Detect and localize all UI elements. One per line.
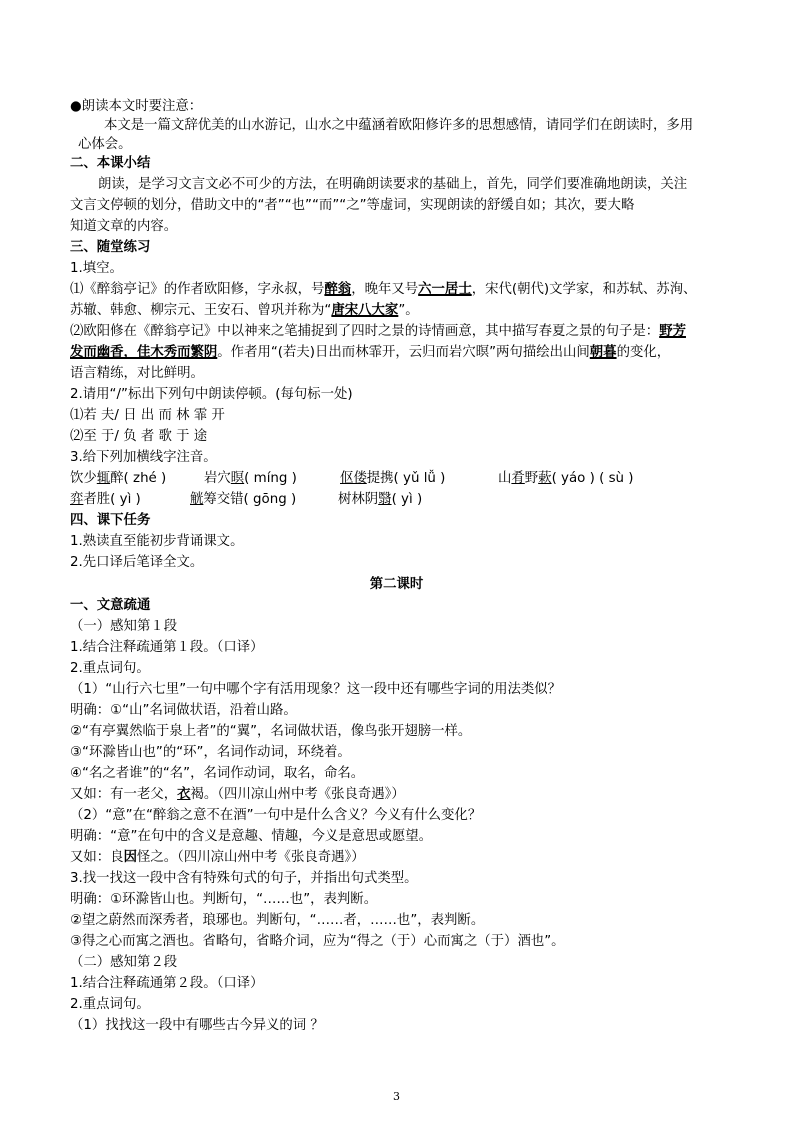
practice-q1-2 bbox=[70, 321, 730, 342]
summary-line-1: 朗读，是学习文言文必不可少的方法，在明确朗读要求的基础上，首先，同学们要准确地朗读，关注 bbox=[98, 177, 688, 192]
text: 野 bbox=[524, 471, 539, 486]
practice-q2-2: ⑵至 于/ 负 者 歌 于 途 bbox=[70, 429, 208, 444]
section-2-question: （1）找找这一段中有哪些古今异义的词 ？ bbox=[70, 1018, 324, 1033]
text: 树林阴 bbox=[338, 492, 379, 507]
text: 又如：有一老父， bbox=[70, 787, 178, 802]
question-b: （2）“意”在“醉翁之意不在酒”一句中是什么含义？今义有什么变化？ bbox=[70, 808, 482, 823]
answer-fanyin: 发而幽香，佳木秀而繁阴 bbox=[70, 345, 218, 360]
text: 者胜( yì ) bbox=[83, 492, 141, 507]
answer-zhaomu: 朝暮 bbox=[589, 345, 617, 360]
practice-q1-2c: 语言精练，对比鲜明。 bbox=[70, 366, 204, 381]
homework-task-1: 1.熟读直至能初步背诵课文。 bbox=[70, 534, 244, 549]
section-2: （二）感知第２段 bbox=[70, 955, 178, 970]
answer-zuiweng: 醉翁 bbox=[324, 282, 352, 297]
practice-q3: 3.给下列加横线字注音。 bbox=[70, 450, 217, 465]
answer-a1: 明确：①“山”名词做状语，沿着山路。 bbox=[70, 703, 297, 718]
answer-badajia: 唐宋八大家 bbox=[331, 303, 399, 318]
text: 山 bbox=[498, 471, 512, 486]
reading-note-line-1: 本文是一篇文辞优美的山水游记，山水之中蕴涵着欧阳修许多的思想感情，请同学们在朗读时，多用 bbox=[104, 118, 694, 133]
question-a: （1）“山行六七里”一句中哪个字有活用现象？这一段中还有哪些字词的用法类似？ bbox=[70, 682, 562, 697]
practice-q1-1 bbox=[70, 279, 730, 300]
summary-line-3: 知道文章的内容。 bbox=[70, 219, 178, 234]
section-1-item-2: 2.重点词句。 bbox=[70, 661, 150, 676]
pron-item bbox=[338, 489, 422, 510]
emphasized-char: 衣 bbox=[177, 787, 191, 802]
text: ⑴《醉翁亭记》的作者欧阳修，字永叔，号 bbox=[70, 282, 325, 297]
text: 褐。（四川凉山州中考《张良奇遇》） bbox=[190, 787, 405, 802]
text: 提携( yǔ lǚ ) bbox=[366, 471, 446, 486]
pron-item bbox=[204, 468, 297, 489]
text: ( yì ) bbox=[391, 492, 423, 507]
answer-c2: ②望之蔚然而深秀者，琅琊也。判断句，“……者，……也”，表判断。 bbox=[70, 913, 485, 928]
pron-item bbox=[340, 468, 445, 489]
marked-char: 肴 bbox=[511, 471, 525, 486]
text: 醉( zhé ) bbox=[110, 471, 167, 486]
answer-c1: 明确：①环滁皆山也。判断句，“……也”，表判断。 bbox=[70, 892, 378, 907]
question-3: 3.找一找这一段中含有特殊句式的句子，并指出句式类型。 bbox=[70, 871, 418, 886]
marked-char: 辄 bbox=[96, 471, 111, 486]
answer-liuyi: 六一居士 bbox=[418, 282, 472, 297]
marked-char: 弈 bbox=[70, 492, 84, 507]
second-lesson-title: 第二课时 bbox=[369, 577, 424, 592]
summary-heading: 二、本课小结 bbox=[70, 156, 151, 171]
section-1-item-1: 1.结合注释疏通第１段。（口译） bbox=[70, 640, 264, 655]
answer-a2: ②“有亭翼然临于泉上者”的“翼”，名词做状语，像鸟张开翅膀一样。 bbox=[70, 724, 472, 739]
text: ，晚年又号 bbox=[351, 282, 419, 297]
marked-char: 伛偻 bbox=[340, 471, 367, 486]
text: 苏辙、韩愈、柳宗元、王安石、曾巩并称为“ bbox=[70, 303, 332, 318]
text: ( yáo ) ( sù ) bbox=[551, 471, 634, 486]
summary-line-2: 文言文停顿的划分，借助文中的“者”“也”“而”“之”等虚词，实现朗读的舒缓自如；其次，要大略 bbox=[70, 198, 635, 213]
text: 岩穴 bbox=[204, 471, 231, 486]
marked-char: 暝 bbox=[230, 471, 245, 486]
marked-char: 蔌 bbox=[538, 471, 552, 486]
pron-item bbox=[70, 489, 141, 510]
page-number: 3 bbox=[393, 1090, 400, 1103]
emphasized-char: 因 bbox=[123, 850, 137, 865]
pron-item bbox=[190, 489, 296, 510]
practice-q2-1: ⑴若 夫/ 日 出 而 林 霏 开 bbox=[70, 408, 225, 423]
answer-a4: ④“名之者谁”的“名”，名词作动词，取名，命名。 bbox=[70, 766, 365, 781]
pron-item bbox=[70, 468, 166, 489]
practice-q1-1b bbox=[70, 300, 730, 321]
section-2-item-2: 2.重点词句。 bbox=[70, 997, 150, 1012]
practice-heading: 三、随堂练习 bbox=[70, 240, 151, 255]
pron-item bbox=[498, 468, 634, 489]
answer-yefang: 野芳 bbox=[659, 324, 686, 339]
second-heading: 一、文意疏通 bbox=[70, 598, 151, 613]
text: 怪之。（四川凉山州中考《张良奇遇》） bbox=[136, 850, 365, 865]
example-2 bbox=[70, 847, 730, 868]
homework-heading: 四、课下任务 bbox=[70, 513, 151, 528]
example-1 bbox=[70, 784, 730, 805]
practice-q1: 1.填空。 bbox=[70, 261, 123, 276]
text: ( míng ) bbox=[244, 471, 297, 486]
text: ，宋代(朝代)文学家，和苏轼、苏洵、 bbox=[471, 282, 697, 297]
answer-b1: 明确：“意”在句中的含义是意趣、情趣，今义是意思或愿望。 bbox=[70, 829, 433, 844]
marked-char: 觥 bbox=[190, 492, 204, 507]
marked-char: 翳 bbox=[378, 492, 392, 507]
text: 。作者用“(若夫)日出而林霏开，云归而岩穴暝”两句描绘出山间 bbox=[217, 345, 590, 360]
answer-c3: ③得之心而寓之酒也。省略句，省略介词，应为“得之（于）心而寓之（于）酒也”。 bbox=[70, 934, 565, 949]
reading-note-heading: ●朗读本文时要注意： bbox=[70, 99, 203, 114]
text: 筹交错( gōng ) bbox=[203, 492, 297, 507]
text: 饮少 bbox=[70, 471, 97, 486]
practice-q1-2b bbox=[70, 342, 730, 363]
section-1: （一）感知第１段 bbox=[70, 619, 178, 634]
reading-note-line-2: 心体会。 bbox=[78, 137, 132, 152]
text: ”。 bbox=[398, 303, 419, 318]
homework-task-2: 2.先口译后笔译全文。 bbox=[70, 555, 204, 570]
practice-q2: 2.请用“/”标出下列句中朗读停顿。(每句标一处) bbox=[70, 387, 353, 402]
text: ⑵欧阳修在《醉翁亭记》中以神来之笔捕捉到了四时之景的诗情画意，其中描写春夏之景的句子是： bbox=[70, 324, 660, 339]
answer-a3: ③“环滁皆山也”的“环”，名词作动词，环绕着。 bbox=[70, 745, 351, 760]
text: 的变化， bbox=[616, 345, 671, 360]
section-2-item-1: 1.结合注释疏通第２段。（口译） bbox=[70, 976, 264, 991]
text: 又如：良 bbox=[70, 850, 124, 865]
